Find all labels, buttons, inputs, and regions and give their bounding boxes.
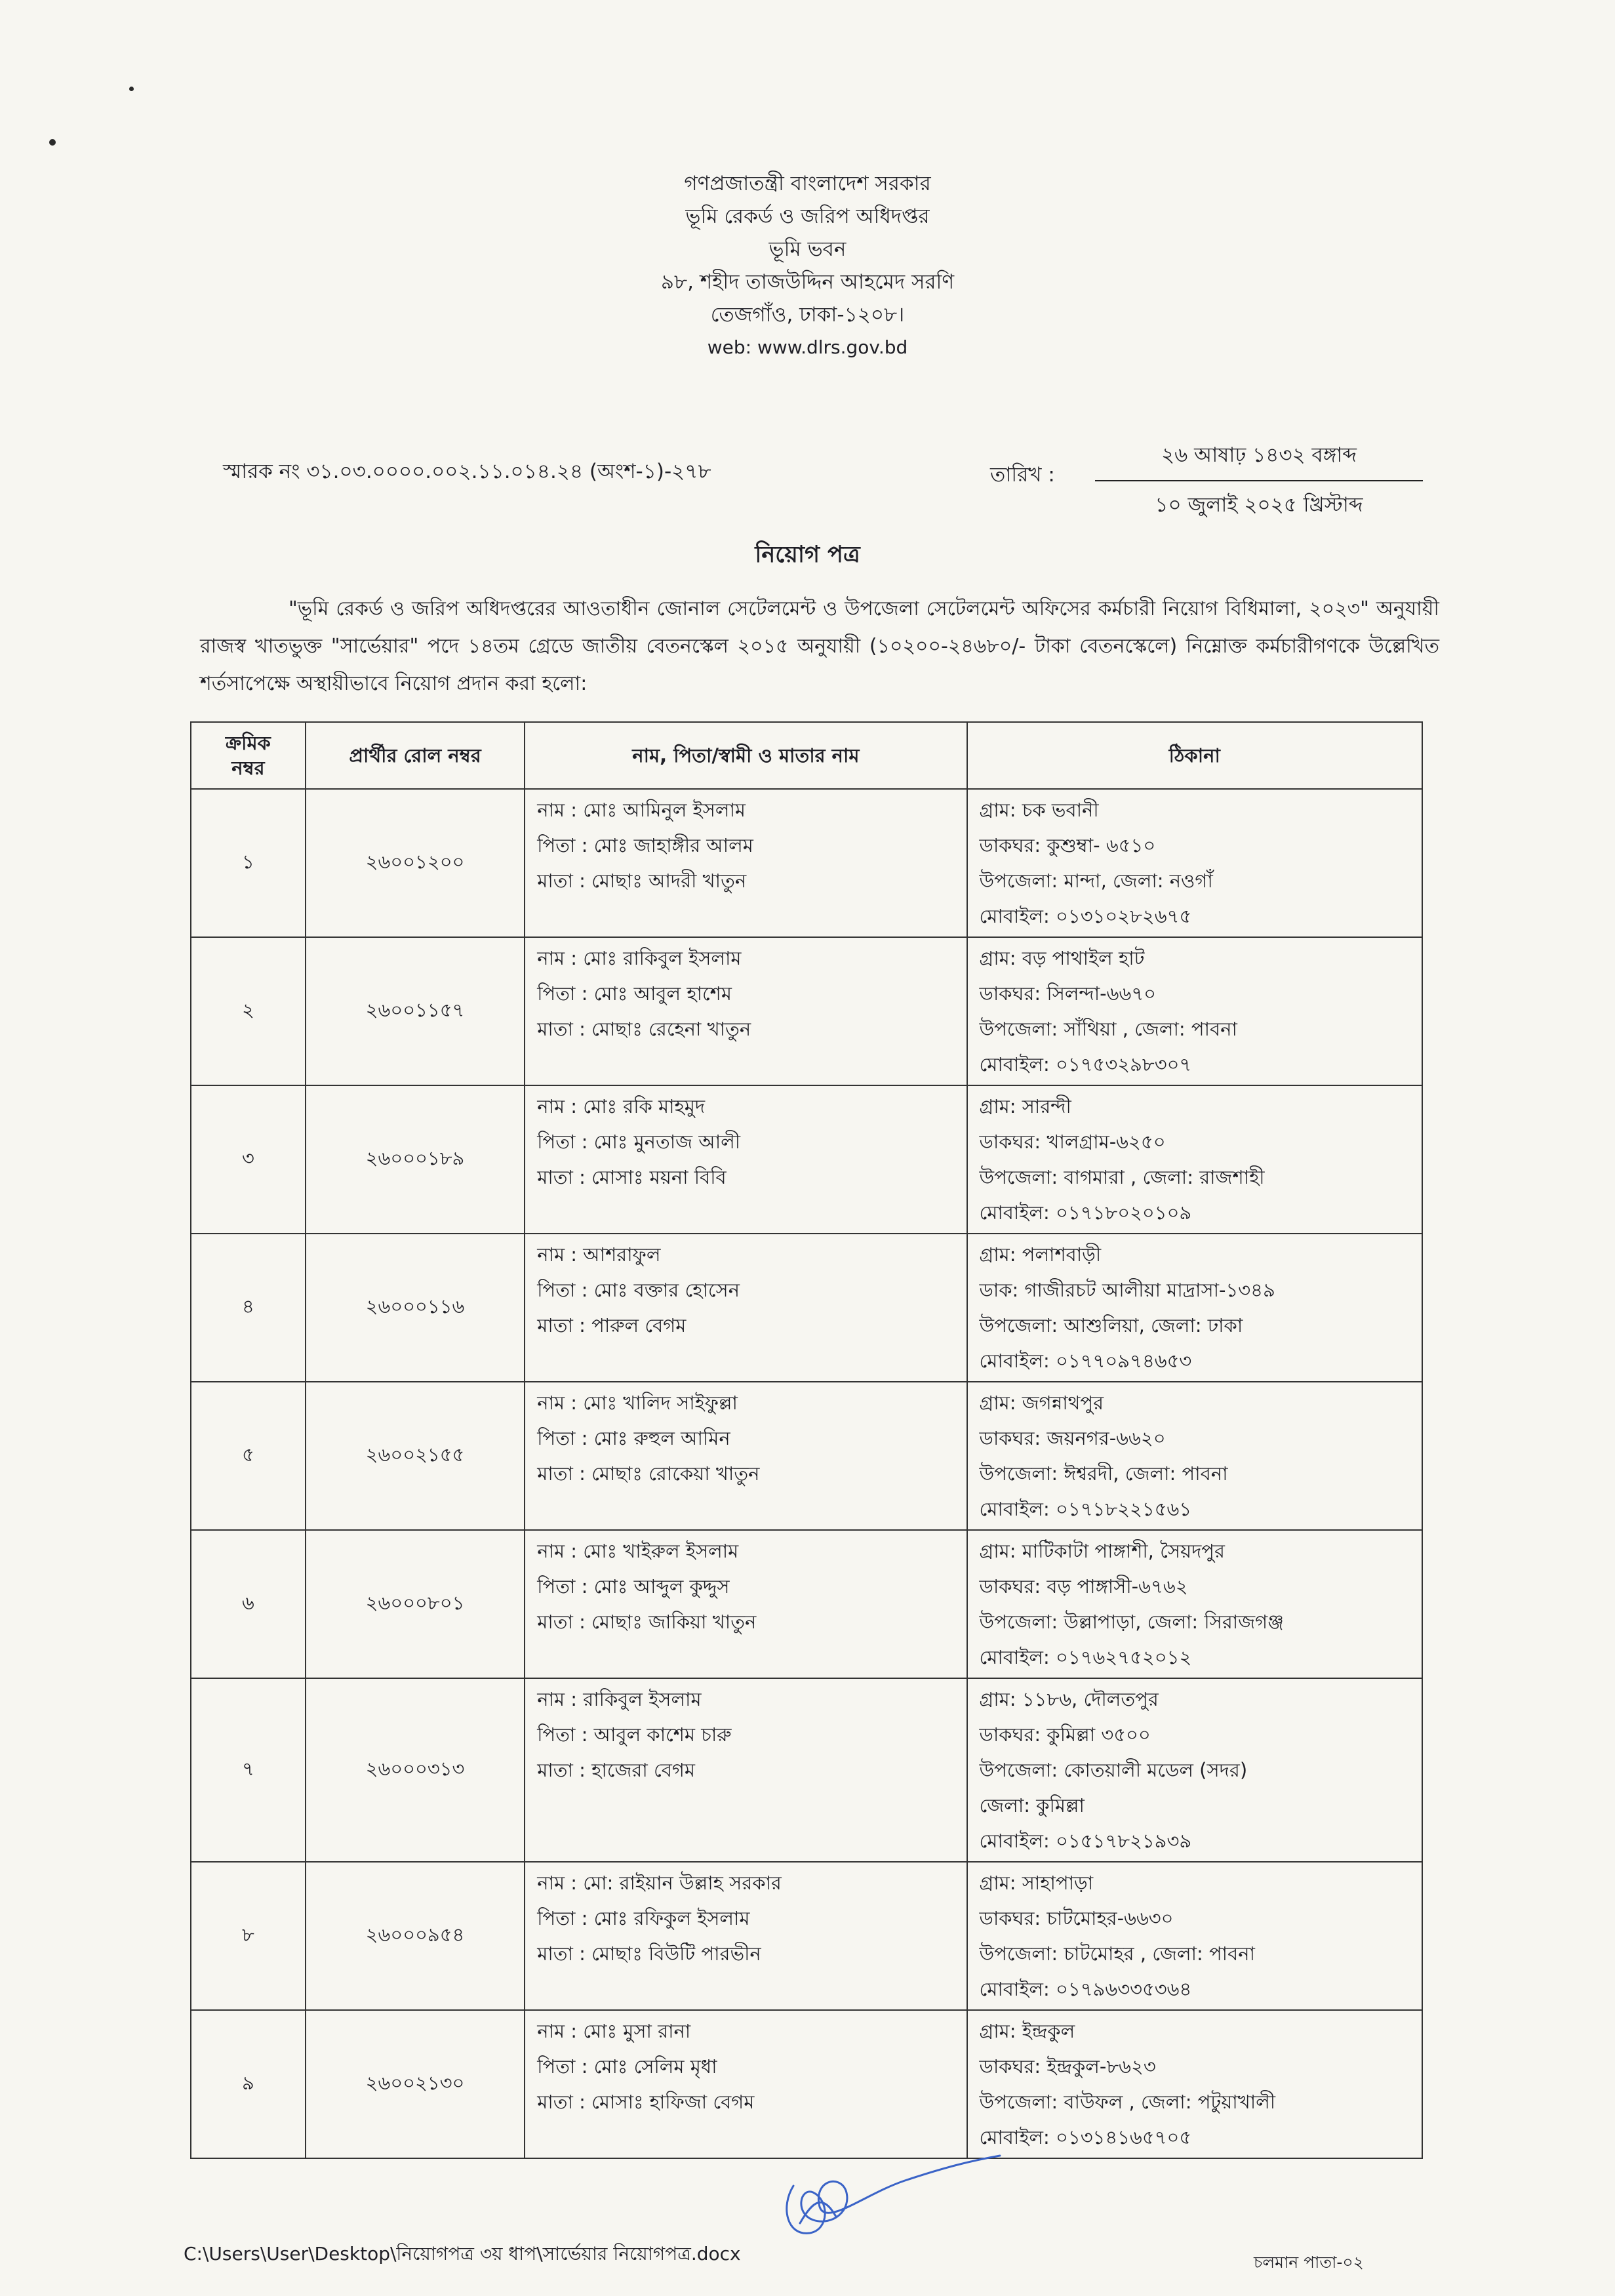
father-name-line: পিতা : মোঃ সেলিম মৃধা — [537, 2055, 717, 2078]
address-line: গ্রাম: ইন্দ্রকুল — [979, 2020, 1075, 2042]
address-line: গ্রাম: পলাশবাড়ী — [979, 1243, 1102, 1266]
table-header-row — [191, 722, 1422, 789]
intro-text: "ভূমি রেকর্ড ও জরিপ অধিদপ্তরের আওতাধীন জোনাল সেটেলমেন্ট ও উপজেলা সেটেলমেন্ট অফিসের কর্মচারী নিয়োগ বিধিমালা, ২০২৩" অনুযায়ী রাজস্ব খাতভুক্ত "সার্ভেয়ার" পদে ১৪তম গ্রেডে জাতীয় বেতনস্কেল ২০১৫ অনুযায়ী (১০২০০-২৪৬৮০/- টাকা বেতনস্কেলে) নিম্নোক্ত কর্মচারীগণকে উল্লেখিত শর্তসাপেক্ষে অস্থায়ীভাবে নিয়োগ প্রদান করা হলো: — [200, 597, 1439, 695]
cell-names — [525, 1085, 967, 1234]
address-line: মোবাইল: ০১৭৬২৭৫২০১২ — [979, 1646, 1192, 1668]
cell-address — [967, 1234, 1422, 1382]
cell-address — [967, 2010, 1422, 2158]
name-line: নাম : মোঃ রাকিবুল ইসলাম — [537, 947, 742, 969]
cell-serial: ২ — [191, 937, 306, 1085]
address-line: উপজেলা: আশুলিয়া, জেলা: ঢাকা — [979, 1314, 1243, 1337]
address-line: গ্রাম: মাটিকাটা পাঙ্গাশী, সৈয়দপুর — [979, 1540, 1225, 1562]
cell-names — [525, 789, 967, 937]
address-line: ডাকঘর: খালগ্রাম-৬২৫০ — [979, 1131, 1166, 1153]
cell-roll-number: ২৬০০০৩১৩ — [306, 1678, 525, 1862]
name-line: নাম : মোঃ খালিদ সাইফুল্লা — [537, 1392, 738, 1414]
letterhead — [0, 167, 1615, 364]
cell-names — [525, 2010, 967, 2158]
mother-name-line: মাতা : মোছাঃ রোকেয়া খাতুন — [537, 1462, 760, 1485]
cell-roll-number: ২৬০০০৮০১ — [306, 1530, 525, 1678]
cell-address — [967, 1530, 1422, 1678]
address-line: মোবাইল: ০১৩১০২৮২৬৭৫ — [979, 905, 1192, 927]
letterhead-website: web: www.dlrs.gov.bd — [707, 336, 908, 358]
address-line: মোবাইল: ০১৫১৭৮২১৯৩৯ — [979, 1830, 1192, 1852]
name-line: নাম : মোঃ রকি মাহমুদ — [537, 1095, 706, 1118]
table-row — [191, 789, 1422, 937]
letterhead-government: গণপ্রজাতন্ত্রী বাংলাদেশ সরকার — [684, 172, 931, 195]
cell-address — [967, 1382, 1422, 1530]
address-line: উপজেলা: চাটমোহর , জেলা: পাবনা — [979, 1943, 1255, 1965]
cell-roll-number: ২৬০০০১১৬ — [306, 1234, 525, 1382]
father-name-line: পিতা : মোঃ জাহাঙ্গীর আলম — [537, 834, 753, 856]
mother-name-line: মাতা : মোছাঃ আদরী খাতুন — [537, 870, 747, 892]
cell-address — [967, 789, 1422, 937]
header-serial-text: ক্রমিক নম্বর — [225, 732, 271, 779]
address-line: উপজেলা: উল্লাপাড়া, জেলা: সিরাজগঞ্জ — [979, 1611, 1284, 1633]
cell-serial: ৭ — [191, 1678, 306, 1862]
mother-name-line: মাতা : মোছাঃ বিউটি পারভীন — [537, 1943, 761, 1965]
table-row — [191, 1085, 1422, 1234]
address-line: গ্রাম: চক ভবানী — [979, 799, 1099, 821]
father-name-line: পিতা : আবুল কাশেম চারু — [537, 1723, 732, 1746]
table-row — [191, 937, 1422, 1085]
page-continuation: চলমান পাতা-০২ — [1254, 2253, 1364, 2272]
address-line: ডাক: গাজীরচট আলীয়া মাদ্রাসা-১৩৪৯ — [979, 1279, 1275, 1301]
cell-names — [525, 1678, 967, 1862]
name-line: নাম : আশরাফুল — [537, 1243, 661, 1266]
table-row — [191, 1382, 1422, 1530]
cell-roll-number: ২৬০০২১৫৫ — [306, 1382, 525, 1530]
address-line: উপজেলা: ঈশ্বরদী, জেলা: পাবনা — [979, 1462, 1228, 1485]
address-line: মোবাইল: ০১৭৭০৯৭৪৬৫৩ — [979, 1350, 1192, 1372]
address-line: উপজেলা: মান্দা, জেলা: নওগাঁ — [979, 870, 1213, 892]
address-line: মোবাইল: ০১৭১৮২২১৫৬১ — [979, 1498, 1192, 1520]
cell-serial: ৫ — [191, 1382, 306, 1530]
cell-serial: ৬ — [191, 1530, 306, 1678]
candidates-table — [190, 721, 1423, 2159]
address-line: ডাকঘর: সিলন্দা-৬৬৭০ — [979, 982, 1157, 1005]
header-names: নাম, পিতা/স্বামী ও মাতার নাম — [525, 722, 967, 789]
file-path: C:\Users\User\Desktop\নিয়োগপত্র ৩য় ধাপ\সার্ভেয়ার নিয়োগপত্র.docx — [184, 2243, 741, 2265]
address-line: জেলা: কুমিল্লা — [979, 1794, 1085, 1817]
letterhead-city: তেজগাঁও, ঢাকা-১২০৮। — [710, 303, 905, 327]
header-serial — [191, 722, 306, 789]
mother-name-line: মাতা : হাজেরা বেগম — [537, 1759, 695, 1781]
cell-address — [967, 1085, 1422, 1234]
father-name-line: পিতা : মোঃ রুহুল আমিন — [537, 1427, 730, 1449]
mother-name-line: মাতা : মোসাঃ ময়না বিবি — [537, 1166, 727, 1188]
letterhead-building: ভূমি ভবন — [768, 237, 847, 261]
table-row — [191, 1530, 1422, 1678]
cell-serial: ৮ — [191, 1862, 306, 2010]
letterhead-street: ৯৮, শহীদ তাজউদ্দিন আহমেদ সরণি — [660, 270, 955, 294]
address-line: ডাকঘর: কুশুম্বা- ৬৫১০ — [979, 834, 1156, 856]
cell-address — [967, 1678, 1422, 1862]
cell-serial: ৪ — [191, 1234, 306, 1382]
intro-paragraph — [200, 590, 1439, 702]
header-address: ঠিকানা — [967, 722, 1422, 789]
date-english: ১০ জুলাই ২০২৫ খ্রিস্টাব্দ — [1155, 493, 1363, 517]
date-block — [1095, 439, 1423, 523]
document-title: নিয়োগ পত্র — [755, 542, 860, 568]
cell-address — [967, 1862, 1422, 2010]
address-line: ডাকঘর: জয়নগর-৬৬২০ — [979, 1427, 1166, 1449]
name-line: নাম : মোঃ খাইরুল ইসলাম — [537, 1540, 739, 1562]
address-line: গ্রাম: বড় পাথাইল হাট — [979, 947, 1145, 969]
table-body — [191, 789, 1422, 2158]
cell-names — [525, 1862, 967, 2010]
address-line: ডাকঘর: বড় পাঙ্গাসী-৬৭৬২ — [979, 1575, 1188, 1598]
address-line: উপজেলা: কোতয়ালী মডেল (সদর) — [979, 1759, 1248, 1781]
letterhead-department: ভূমি রেকর্ড ও জরিপ অধিদপ্তর — [685, 205, 930, 228]
cell-serial: ৩ — [191, 1085, 306, 1234]
table-row — [191, 1862, 1422, 2010]
father-name-line: পিতা : মোঃ আবুল হাশেম — [537, 982, 732, 1005]
address-line: গ্রাম: জগন্নাথপুর — [979, 1392, 1104, 1414]
cell-names — [525, 937, 967, 1085]
name-line: নাম : রাকিবুল ইসলাম — [537, 1688, 702, 1710]
cell-names — [525, 1382, 967, 1530]
table-row — [191, 2010, 1422, 2158]
address-line: ডাকঘর: ইন্দ্রকুল-৮৬২৩ — [979, 2055, 1156, 2078]
name-line: নাম : মোঃ মুসা রানা — [537, 2020, 691, 2042]
signature-mark — [774, 2154, 1010, 2246]
table-row — [191, 1678, 1422, 1862]
date-label: তারিখ : — [990, 463, 1055, 487]
cell-address — [967, 937, 1422, 1085]
address-line: উপজেলা: বাউফল , জেলা: পটুয়াখালী — [979, 2091, 1276, 2113]
address-line: মোবাইল: ০১৭৯৬৩৩৫৩৬৪ — [979, 1978, 1192, 2000]
memo-number: স্মারক নং ৩১.০৩.০০০০.০০২.১১.০১৪.২৪ (অংশ-১)-২৭৮ — [223, 460, 711, 483]
address-line: মোবাইল: ০১৭৫৩২৯৮৩০৭ — [979, 1053, 1192, 1076]
name-line: নাম : মো: রাইয়ান উল্লাহ সরকার — [537, 1872, 782, 1894]
scan-speck — [129, 87, 134, 91]
mother-name-line: মাতা : পারুল বেগম — [537, 1314, 687, 1337]
cell-roll-number: ২৬০০১২০০ — [306, 789, 525, 937]
father-name-line: পিতা : মোঃ আব্দুল কুদ্দুস — [537, 1575, 730, 1598]
date-bangla: ২৬ আষাঢ় ১৪৩২ বঙ্গাব্দ — [1095, 439, 1423, 481]
cell-serial: ৯ — [191, 2010, 306, 2158]
cell-roll-number: ২৬০০০১৮৯ — [306, 1085, 525, 1234]
cell-roll-number: ২৬০০০৯৫৪ — [306, 1862, 525, 2010]
name-line: নাম : মোঃ আমিনুল ইসলাম — [537, 799, 746, 821]
father-name-line: পিতা : মোঃ মুনতাজ আলী — [537, 1131, 741, 1153]
header-roll: প্রার্থীর রোল নম্বর — [306, 722, 525, 789]
address-line: উপজেলা: সাঁথিয়া , জেলা: পাবনা — [979, 1018, 1237, 1040]
cell-names — [525, 1234, 967, 1382]
address-line: ডাকঘর: চাটমোহর-৬৬৩০ — [979, 1907, 1174, 1929]
mother-name-line: মাতা : মোসাঃ হাফিজা বেগম — [537, 2091, 755, 2113]
cell-serial: ১ — [191, 789, 306, 937]
mother-name-line: মাতা : মোছাঃ রেহেনা খাতুন — [537, 1018, 751, 1040]
cell-roll-number: ২৬০০২১৩০ — [306, 2010, 525, 2158]
address-line: মোবাইল: ০১৭১৮০২০১০৯ — [979, 1201, 1192, 1224]
father-name-line: পিতা : মোঃ রফিকুল ইসলাম — [537, 1907, 750, 1929]
mother-name-line: মাতা : মোছাঃ জাকিয়া খাতুন — [537, 1611, 757, 1633]
address-line: গ্রাম: ১১৮৬, দৌলতপুর — [979, 1688, 1159, 1710]
scan-speck — [49, 139, 56, 146]
address-line: ডাকঘর: কুমিল্লা ৩৫০০ — [979, 1723, 1151, 1746]
cell-names — [525, 1530, 967, 1678]
address-line: মোবাইল: ০১৩১৪১৬৫৭০৫ — [979, 2126, 1192, 2148]
address-line: গ্রাম: সাহাপাড়া — [979, 1872, 1094, 1894]
cell-roll-number: ২৬০০১১৫৭ — [306, 937, 525, 1085]
address-line: উপজেলা: বাগমারা , জেলা: রাজশাহী — [979, 1166, 1265, 1188]
father-name-line: পিতা : মোঃ বক্তার হোসেন — [537, 1279, 740, 1301]
table-row — [191, 1234, 1422, 1382]
address-line: গ্রাম: সারন্দী — [979, 1095, 1071, 1118]
